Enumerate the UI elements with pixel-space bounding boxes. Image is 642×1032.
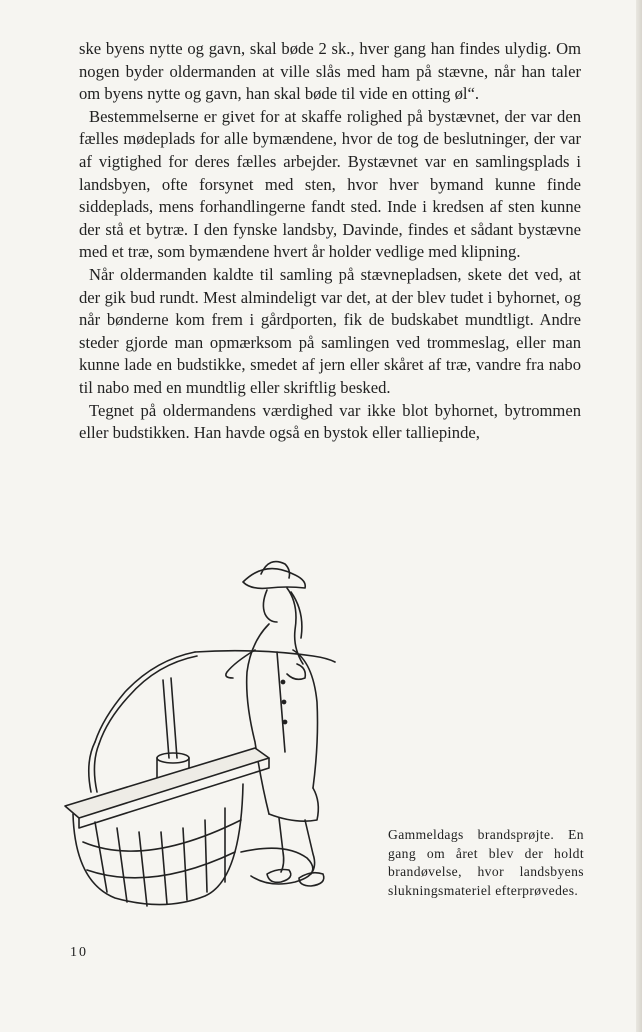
page-edge	[636, 0, 642, 1032]
figure-caption: Gammeldags brandsprøjte. En gang om året blev der holdt brandøvelse, hvor landsbyens slukningsmateriel efterprøvedes.	[388, 827, 584, 898]
paragraph-3: Når oldermanden kaldte til samling på stævnepladsen, skete det ved, at der gik bud rundt. Mest almindeligt var det, at der blev tudet i byhornet, og når bønderne kom frem i gårdporten, fik de budskabet mundtligt. Andre steder gjorde man opmærksom på samlingen ved trommeslag, eller man kunne lade en budstikke, smedet af jern eller skåret af træ, vandre fra nabo til nabo med en mundtlig eller skriftlig besked.	[79, 264, 581, 397]
fire-pump-illustration	[55, 552, 380, 912]
body-text	[79, 38, 581, 445]
paragraph-4: Tegnet på oldermandens værdighed var ikke blot byhornet, bytrommen eller budstikken. Han havde også en bystok eller talliepinde,	[79, 400, 581, 443]
paragraph-1: ske byens nytte og gavn, skal bøde 2 sk., hver gang han findes ulydig. Om nogen byder oldermanden at ville slås med ham på stævne, når han taler om byens nytte og gavn, han skal bøde til vide en otting øl“.	[79, 39, 581, 104]
paragraph-2: Bestemmelserne er givet for at skaffe rolighed på bystævnet, der var den fælles mødeplads for alle bymændene, hvor de tog de beslutninger, der var af vigtighed for deres fælles arbejder. Bystævnet var en samlingsplads i landsbyen, ofte forsynet med sten, hvor hver bymand kunne finde siddeplads, mens forhandlingerne fandt sted. Inde i kredsen af sten kunne der stå et bytræ. I den fynske landsby, Davinde, findes et sådant bystævne med et træ, som bymændene hvert år holder vedlige med klipning.	[79, 106, 581, 262]
page-number: 10	[70, 945, 88, 960]
